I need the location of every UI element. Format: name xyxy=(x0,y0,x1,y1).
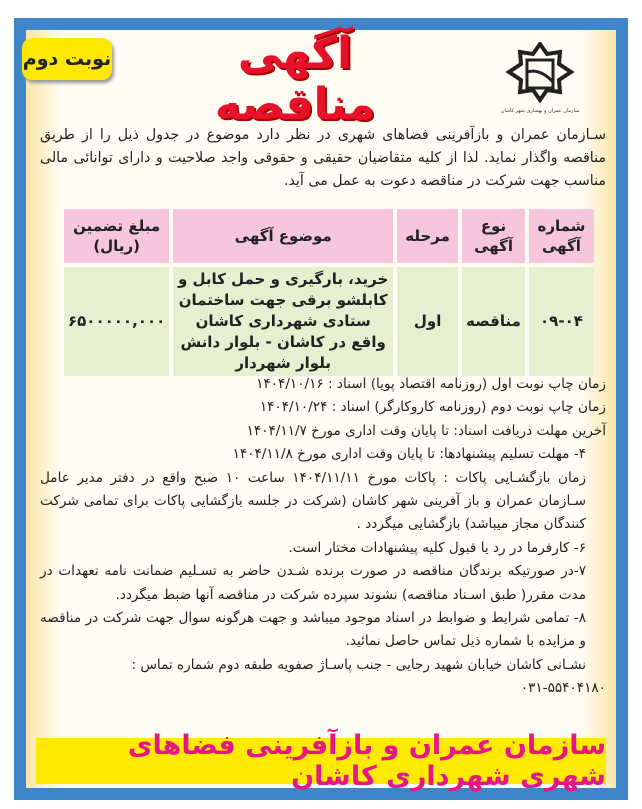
page-title: آگهی مناقصه xyxy=(214,28,376,130)
first-print-date: زمان چاپ نوبت اول (روزنامه اقتصاد پویا) اسناد : ۱۴۰۴/۱۰/۱۶ xyxy=(256,376,606,392)
cell-type: مناقصه xyxy=(462,267,525,376)
logo-icon xyxy=(505,42,575,104)
document-deadline: آخرین مهلت دریافت اسناد: تا پایان وقت اداری مورخ ۱۴۰۴/۱۱/۷ xyxy=(246,422,606,439)
notice-body xyxy=(40,373,606,701)
cell-stage: اول xyxy=(397,267,458,376)
conditions-clause: ۸- تمامی شرایط و ضوابط در اسناد موجود میباشد و جهت هرگونه سوال جهت شرکت در مناقصه و مزایده با شماره ذیل تماس حاصل نمائید. xyxy=(40,610,586,650)
tender-table xyxy=(60,205,598,380)
col-header-subject: موضوع آگهی xyxy=(173,209,393,263)
intro-text: سـازمان عمران و بازآفرینی فضاهای شهری در نظر دارد موضوع در جدول ذیل را از طریق مناقصه واگذار نماید. لذا از کلیه متقاضیان حقیقی و حقوقی واجد صلاحیت و دارای توانائی مالی مناسب جهت شرکت در مناقصه دعوت به عمل می آید. xyxy=(40,127,606,189)
col-header-guarantee: مبلغ تضمین (ریال) xyxy=(64,209,169,263)
col-header-type: نوع آگهی xyxy=(462,209,525,263)
second-print-date: زمان چاپ نوبت دوم (روزنامه کاروکارگر) اسناد : ۱۴۰۴/۱۰/۲۴ xyxy=(259,399,606,416)
cell-subject: خرید، بارگیری و حمل کابل و کابلشو برقی جهت ساختمان ستادی شهرداری کاشان واقع در کاشان - بلوار دانش بلوار شهردار xyxy=(173,267,393,376)
footer-organization: سازمان عمران و بازآفرینی فضاهای شهری شهرداری کاشان xyxy=(36,738,606,784)
guarantee-clause: ۷-در صورتیکه برندگان مناقصه در صورت برنده شـدن حاضر به تسـلیم ضمانت نامه تعهدات در مدت مقرر( طبق اسـناد مناقصه) نشوند سپرده شرکت در مناقصه آنها ضبط میگردد. xyxy=(40,563,586,603)
logo-caption: سازمان عمران و بهسازی شهر کاشان xyxy=(500,108,580,114)
table-row xyxy=(64,267,594,376)
col-header-stage: مرحله xyxy=(397,209,458,263)
address: نشـانی کاشان خیابان شهید رجایی - جنب پاسـاژ صفویه طبقه دوم شماره تماس : xyxy=(131,656,586,673)
table-header-row xyxy=(64,209,594,263)
second-round-badge: نوبت دوم xyxy=(22,38,112,80)
submission-deadline: ۴- مهلت تسلیم پیشنهادها: تا پایان وقت اداری مورخ ۱۴۰۴/۱۱/۸ xyxy=(232,446,586,463)
organization-logo xyxy=(495,42,585,118)
cell-guarantee: ۶۵۰۰۰۰۰,۰۰۰ xyxy=(64,267,169,376)
col-header-number: شماره آگهی xyxy=(529,209,594,263)
cell-number: ۰۹-۰۴ xyxy=(529,267,594,376)
employer-right: ۶- کارفرما در رد یا قبول کلیه پیشنهادات مختار است. xyxy=(288,539,586,556)
phone-number: ۰۳۱-۵۵۴۰۴۱۸۰ xyxy=(520,680,606,697)
opening-time: زمان بازگشـایی پاکات : پاکات مورخ ۱۴۰۴/۱۱/۱۱ ساعت ۱۰ صبح واقع در دفتر مدیر عامل سـازمان عمران و باز آفرینی شهر کاشان (شرکت در جلسه بازگشایی پاکات برای تمامی شرکت کنندگان مجاز میباشد) بازگشایی میگردد . xyxy=(40,469,586,533)
